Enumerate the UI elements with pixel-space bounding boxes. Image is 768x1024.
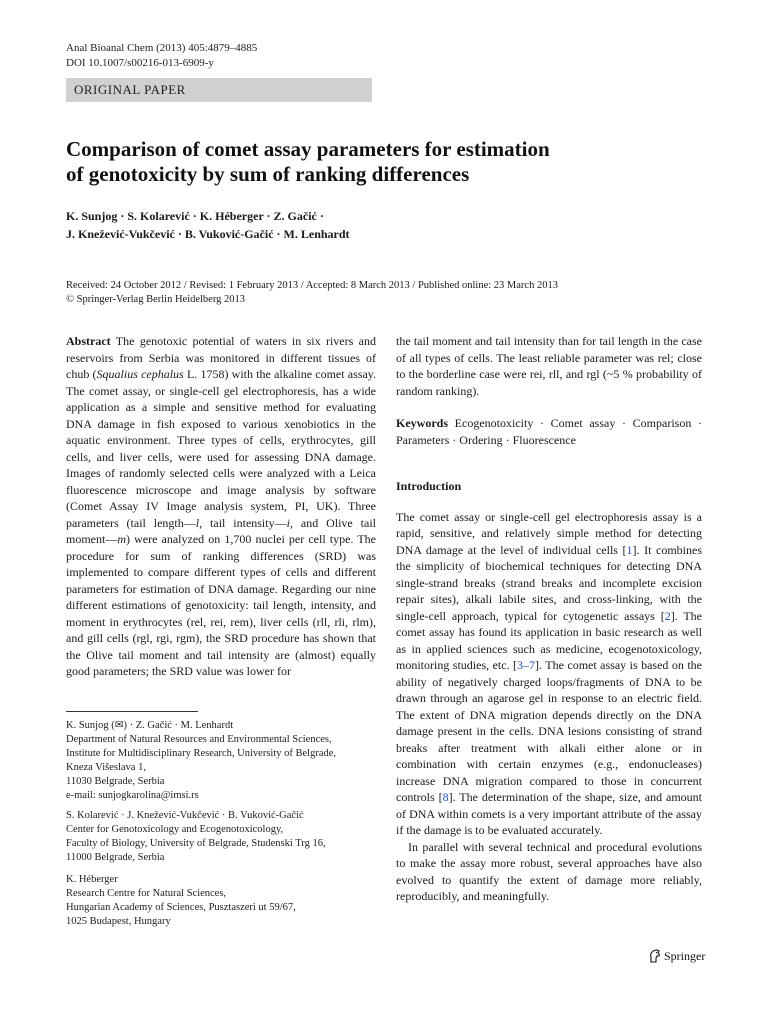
- article-category-bar: [66, 78, 372, 102]
- abstract-text: Abstract The genotoxic potential of waters in six rivers and reservoirs from Serbia was monitored in different tissues of chub (Squalius cephalus L. 1758) with the alkaline comet assay. The comet assay, or single-cell gel electrophoresis, has a wide application as a simple and sensitive method for evaluating DNA damage in fish exposed to various xenobiotics in the aquatic environment. Three types of cells, erythrocytes, gill cells, and liver cells, were used for assessing DNA damage. Images of randomly selected cells were analyzed with a Leica fluorescence microscope and image analysis by software (Comet Assay IV Image analysis system, PI, UK). Three parameters (tail length—l, tail intensity—i, and Olive tail moment—m) were analyzed on 1,700 nuclei per cell type. The procedure for sum of ranking differences (SRD) was implemented to compare different types of cells and different parameters for estimation of DNA damage. Regarding our nine different estimations of genotoxicity: tail length, intensity, and moment in erythrocytes (rel, rei, rem), liver cells (rll, rli, rlm), and gill cells (rgl, rgi, rgm), the SRD procedure has shown that the Olive tail moment and tail intensity are (almost) equally good parameters; the SRD value was lower for: [66, 334, 376, 678]
- abstract-continuation: the tail moment and tail intensity than for tail length in the case of all types of cells. The least reliable parameter was rel; close to the borderline case were rei, rll, and rgl (~5 % probability of random ranking).: [396, 334, 702, 398]
- footnote-divider: [66, 711, 198, 712]
- intro-paragraph-2: In parallel with several technical and procedural evolutions to make the assay more robust, several approaches have also evolved to quantify the extent of damage more reliably, reproducibly, and meaningfully.: [396, 839, 702, 903]
- citation-link[interactable]: 3–7: [517, 658, 536, 672]
- article-category: ORIGINAL PAPER: [74, 82, 186, 97]
- keywords: [396, 415, 702, 448]
- copyright: © Springer-Verlag Berlin Heidelberg 2013: [66, 294, 246, 305]
- keywords-label: Keywords: [396, 416, 448, 430]
- affiliation-block-2: S. Kolarević · J. Knežević-Vukčević · B. Vuković-Gačić Center for Genotoxicology and Ecogenotoxicology, Faculty of Biology, University of Belgrade, Studenski Trg 16, 11000 Belgrade, Serbia: [66, 810, 326, 863]
- journal-citation: Anal Bioanal Chem (2013) 405:4879–4885: [66, 42, 258, 54]
- abstract-column: [66, 333, 376, 680]
- citation-link[interactable]: 1: [626, 542, 633, 557]
- right-column: [396, 333, 702, 905]
- section-heading-introduction: Introduction: [396, 479, 462, 493]
- paper-title: [66, 137, 666, 187]
- authors-line-1: K. Sunjog · S. Kolarević · K. Héberger · Z. Gačić ·: [66, 209, 324, 223]
- citation-link[interactable]: 8: [442, 790, 449, 804]
- citation-link[interactable]: 2: [664, 608, 671, 623]
- affiliation-block-1: K. Sunjog (✉) · Z. Gačić · M. Lenhardt Department of Natural Resources and Environmental Sciences, Institute for Multidisciplinary Research, University of Belgrade, Kneza Višeslava 1, 11030 Belgrade, Serbia e-mail: sunjogkarolina@imsi.rs: [66, 719, 386, 803]
- author-list: [66, 207, 706, 243]
- author-email[interactable]: e-mail: sunjogkarolina@imsi.rs: [66, 790, 199, 801]
- doi: DOI 10.1007/s00216-013-6909-y: [66, 57, 214, 69]
- intro-paragraph-1: The comet assay or single-cell gel electrophoresis assay is a rapid, sensitive, and relatively simple method for detecting DNA damage at the level of individual cells [1]. It combines the simplicity of biochemical techniques for detecting DNA single-strand breaks (strand breaks and incomplete excision repair sites), alkali labile sites, and cross-linking, with the single-cell approach, typical for cytogenetic assays [2]. The comet assay has found its application in basic research as well as in applied sciences such as medicine, ecogenotoxicology, monitoring studies, etc. [3–7]. The comet assay is based on the ability of negatively charged loops/fragments of DNA to be drawn through an agarose gel in response to an electric field. The extent of DNA migration depends directly on the DNA damage present in the cells. DNA lesions consisting of strand breaks after treatment with alkali either alone or in combination with certain enzymes (e.g., endonucleases) increase DNA migration compared to those in concurrent controls [8]. The determination of the shape, size, and amount of DNA within comets is a very important attribute of the assay if the damage is to be evaluated accurately.: [396, 509, 702, 837]
- title-line-2: of genotoxicity by sum of ranking differences: [66, 162, 470, 186]
- publisher-name: Springer: [664, 949, 706, 963]
- history-dates: Received: 24 October 2012 / Revised: 1 February 2013 / Accepted: 8 March 2013 / Published online: 23 March 2013: [66, 280, 558, 291]
- keywords-list: Ecogenotoxicity · Comet assay · Comparison · Parameters · Ordering · Fluorescence: [396, 416, 702, 447]
- affiliation-block-3: K. Héberger Research Centre for Natural Sciences, Hungarian Academy of Sciences, Pusztaszeri ut 59/67, 1025 Budapest, Hungary: [66, 874, 296, 927]
- publication-history: [66, 279, 716, 307]
- springer-logo: [648, 948, 708, 964]
- springer-horse-icon: [648, 949, 661, 963]
- abstract-label: Abstract: [66, 334, 111, 348]
- authors-line-2: J. Knežević-Vukčević · B. Vuković-Gačić · M. Lenhardt: [66, 227, 350, 241]
- title-line-1: Comparison of comet assay parameters for estimation: [66, 137, 550, 161]
- species-name: Squalius cephalus: [96, 367, 184, 381]
